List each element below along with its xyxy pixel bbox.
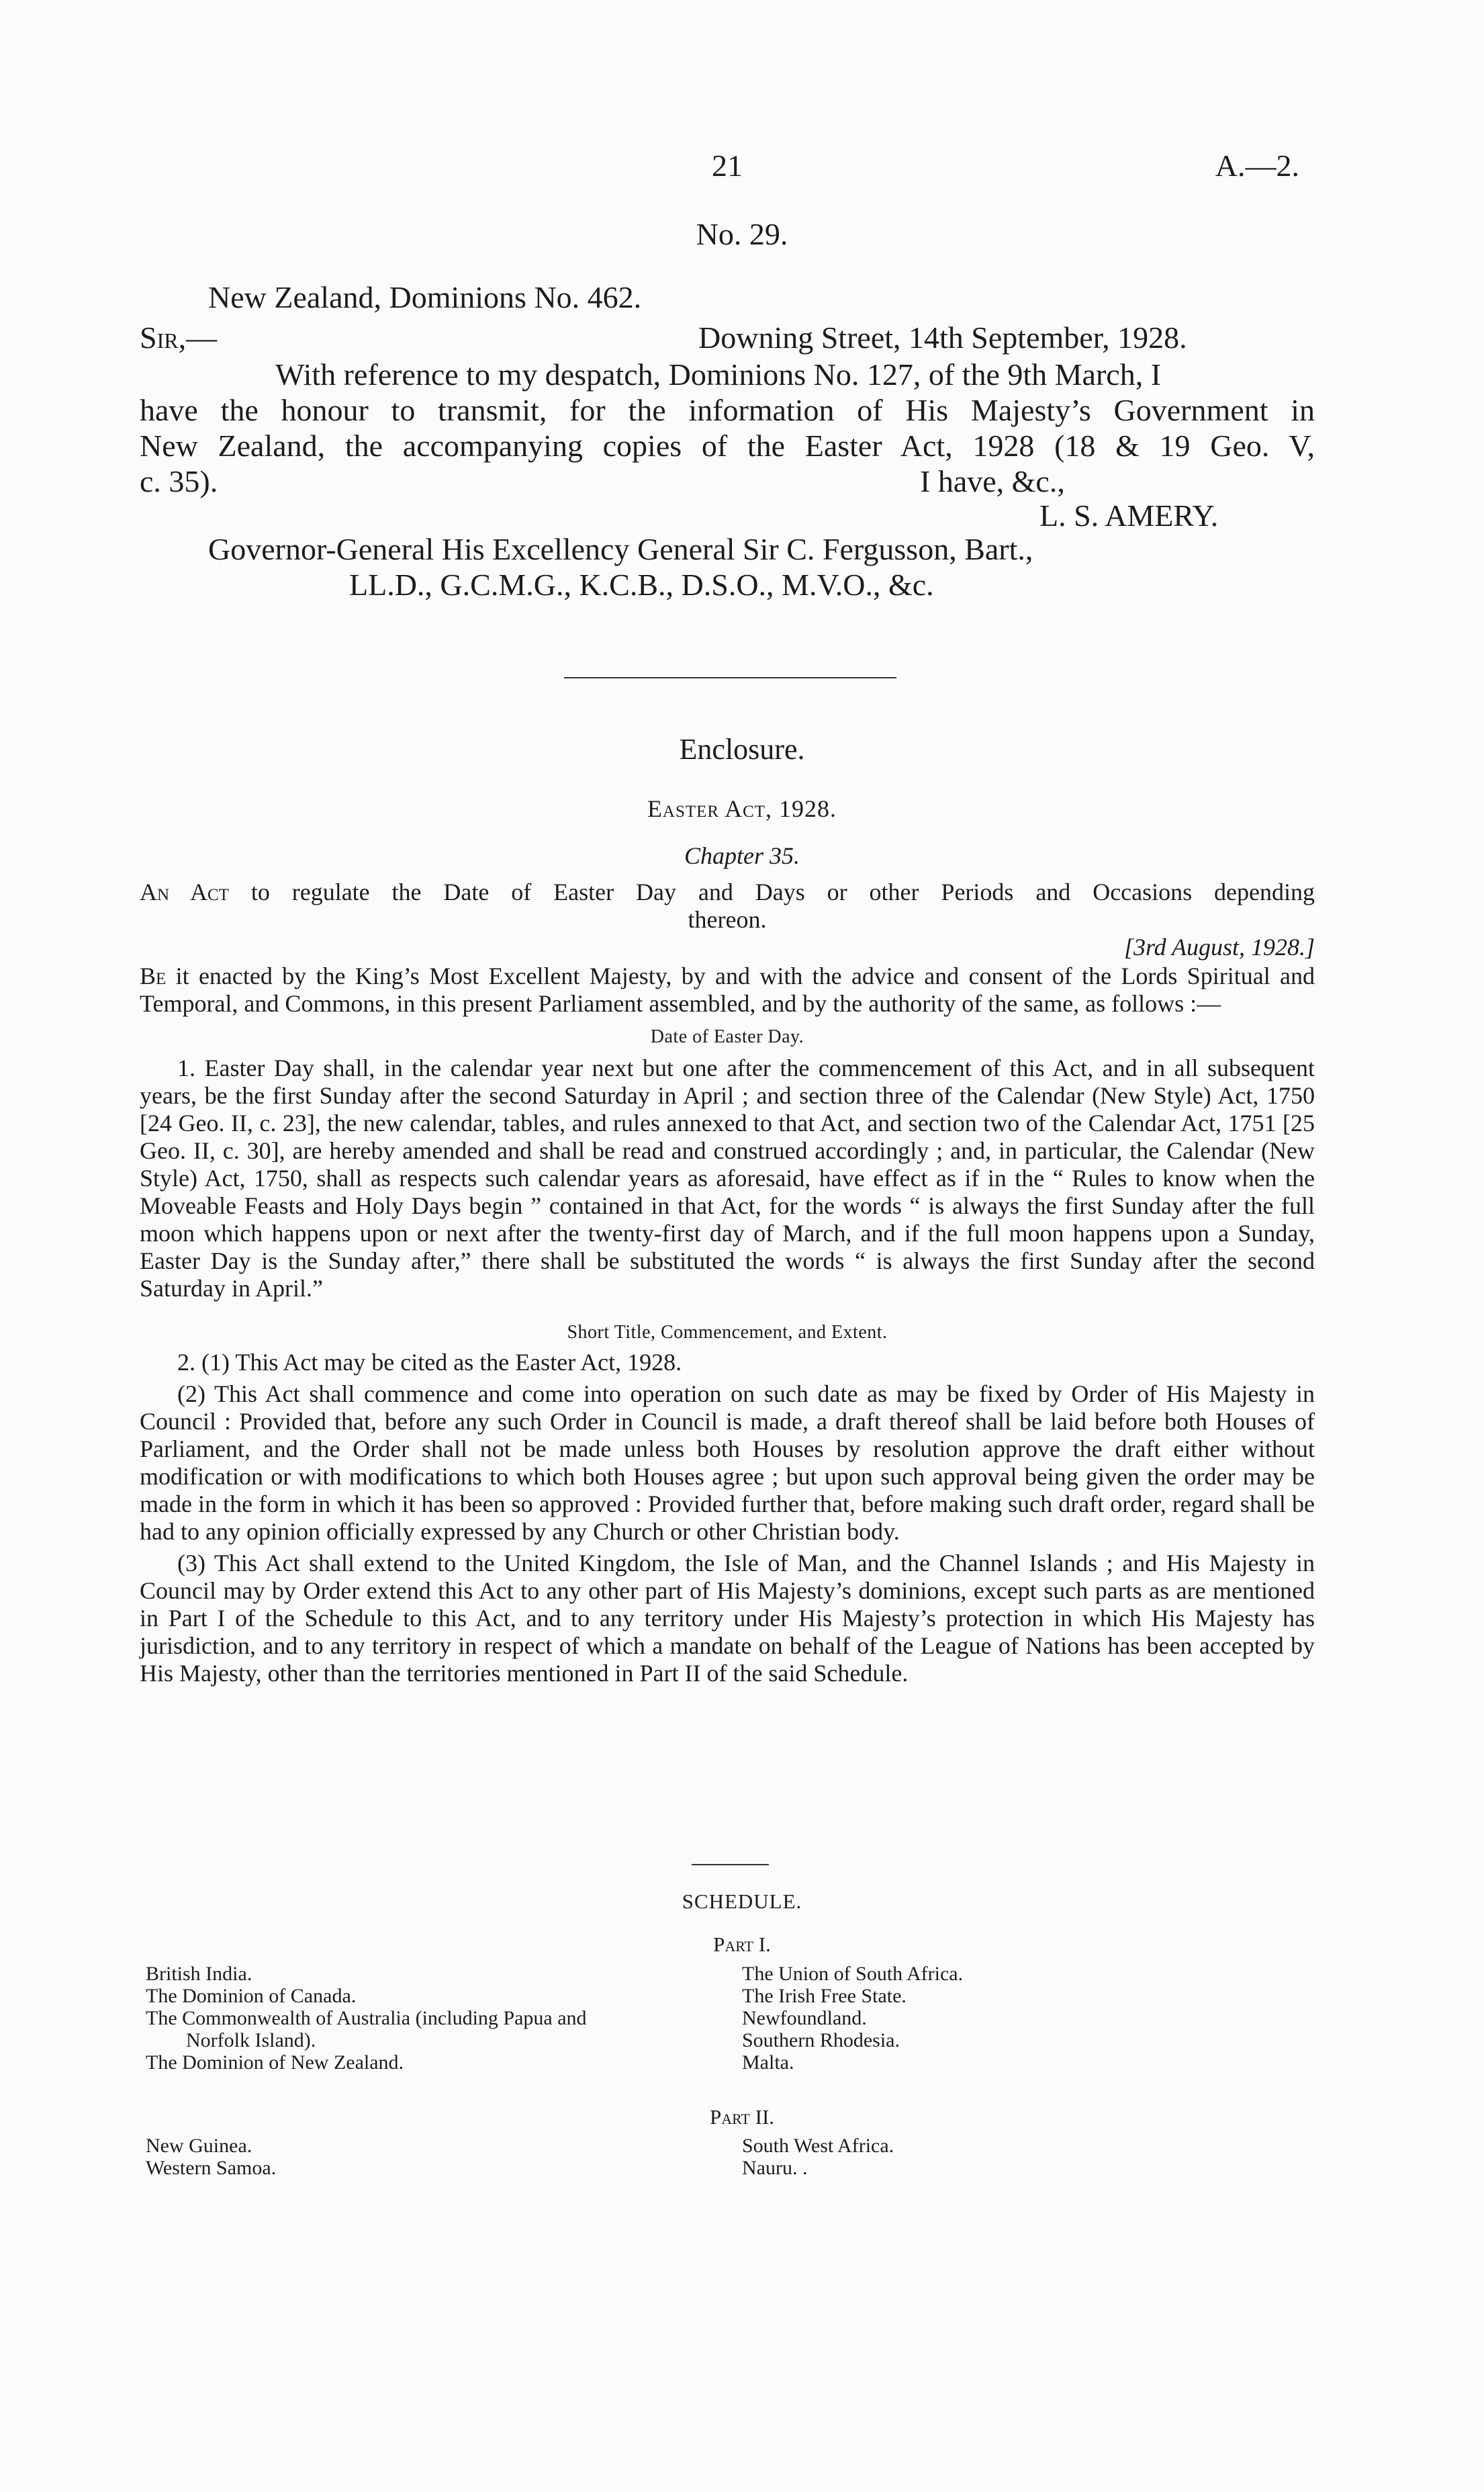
list-item: Newfoundland. xyxy=(742,2007,867,2029)
list-item: Malta. xyxy=(742,2051,794,2074)
list-item: Nauru. . xyxy=(742,2157,808,2179)
list-item: Southern Rhodesia. xyxy=(742,2029,900,2051)
schedule-part-2-heading: Part II. xyxy=(709,2105,775,2129)
closing: I have, &c., xyxy=(920,464,1065,498)
despatch-line-3: New Zealand, the accompanying copies of the Easter Act, 1928 (18 & 19 Geo. V, xyxy=(140,429,1315,463)
part-1-right-list xyxy=(742,1963,963,2074)
part-1-left-list xyxy=(146,1963,587,2074)
section-1-text: 1. Easter Day shall, in the calendar year next but one after the commencement of this Act, and in all subsequent years, be the first Sunday after the second Saturday in April ; and section three of the Calendar (New Style) Act, 1750 [24 Geo. II, c. 23], the new calendar, tables, and rules annexed to that Act, and section two of the Calendar Act, 1751 [25 Geo. II, c. 30], are hereby amended and shall be read and construed accordingly ; and, in particular, the Calendar (New Style) Act, 1750, shall as respects such calendar years as aforesaid, have effect as if in the “ Rules to know when the Moveable Feasts and Holy Days begin ” contained in that Act, for the words “ is always the first Sunday after the full moon which happens upon or next after the twenty-first day of March, and if the full moon happens upon a Sunday, Easter Day is the Sunday after,” there shall be substituted the words “ is always the first Sunday after the second Saturday in April.” xyxy=(140,1055,1315,1302)
addressee-line-1: Governor-General His Excellency General Sir C. Fergusson, Bart., xyxy=(208,532,1033,566)
list-item: The Commonwealth of Australia (including Papua and xyxy=(146,2007,587,2029)
list-item: South West Africa. xyxy=(742,2135,894,2157)
long-title xyxy=(140,879,1315,961)
section-2-subsection-3: (3) This Act shall extend to the United Kingdom, the Isle of Man, and the Channel Islands ; and His Majesty in Council may by Order extend this Act to any other part of His Majesty’s dominions, except such parts as are mentioned in Part I of the Schedule to this Act, and to any territory under His Majesty’s protection in which His Majesty has jurisdiction, and to any territory in respect of which a mandate on behalf of the League of Nations has been accepted by His Majesty, other than the territories mentioned in Part II of the said Schedule. xyxy=(140,1550,1315,1687)
enacting-lead: Be xyxy=(140,963,167,989)
schedule-part-1-heading: Part I. xyxy=(713,1932,771,1956)
list-item: The Dominion of Canada. xyxy=(146,1985,357,2007)
section-2-subsection-2: (2) This Act shall commence and come into operation on such date as may be fixed by Order of His Majesty in Council : Provided that, before any such Order in Council is made, a draft thereof shall be laid before both Houses of Parliament, and the Order shall not be made unless both Houses by resolution approve the draft either without modification or with modifications to which both Houses agree ; but upon such approval being given the order may be made in the form in which it has been so approved : Provided further that, before making such draft order, regard shall be had to any opinion officially expressed by any Church or other Christian body. xyxy=(140,1380,1315,1545)
chapter-number: Chapter 35. xyxy=(684,842,800,869)
salutation: Sir,— xyxy=(140,320,218,355)
act-title: Easter Act, 1928. xyxy=(647,795,837,822)
long-title-line-1: to regulate the Date of Easter Day and Days or other Periods and Occasions depending xyxy=(250,879,1315,905)
schedule-heading: SCHEDULE. xyxy=(682,1889,802,1913)
long-title-lead: An Act xyxy=(140,879,229,905)
list-item: Norfolk Island). xyxy=(186,2029,316,2051)
list-item: The Union of South Africa. xyxy=(742,1963,964,1985)
enclosure-heading: Enclosure. xyxy=(679,733,805,766)
act-body xyxy=(140,963,1315,1687)
despatch-line-2: have the honour to transmit, for the information of His Majesty’s Government in xyxy=(140,393,1315,427)
signature: L. S. AMERY. xyxy=(1039,498,1219,533)
addressee-line-2: LL.D., G.C.M.G., K.C.B., D.S.O., M.V.O., &c. xyxy=(349,568,934,602)
section-2-subsection-1: 2. (1) This Act may be cited as the Easter Act, 1928. xyxy=(177,1349,682,1376)
despatch-line-4: c. 35). xyxy=(140,464,218,498)
section-1-heading: Date of Easter Day. xyxy=(650,1026,804,1047)
despatch-number: No. 29. xyxy=(696,217,788,251)
part-2-left-list xyxy=(146,2135,276,2179)
list-item: The Irish Free State. xyxy=(742,1985,907,2007)
section-2-heading: Short Title, Commencement, and Extent. xyxy=(567,1322,888,1343)
page-number: 21 xyxy=(712,148,743,183)
list-item: The Dominion of New Zealand. xyxy=(146,2051,404,2074)
part-2-right-list xyxy=(742,2135,894,2179)
address-date: Downing Street, 14th September, 1928. xyxy=(698,320,1187,355)
paper-reference: A.—2. xyxy=(1215,148,1299,183)
dominions-reference: New Zealand, Dominions No. 462. xyxy=(208,280,642,314)
long-title-line-2: thereon. xyxy=(688,906,767,933)
list-item: British India. xyxy=(146,1963,252,1985)
assent-date: [3rd August, 1928.] xyxy=(1123,934,1315,961)
enacting-formula: it enacted by the King’s Most Excellent Majesty, by and with the advice and consent of the Lords Spiritual and Temporal, and Commons, in this present Parliament assembled, and by the authority of the same, as follows :— xyxy=(140,963,1315,1017)
despatch-line-1: With reference to my despatch, Dominions No. 127, of the 9th March, I xyxy=(275,357,1162,392)
schedule-divider xyxy=(692,1864,769,1865)
list-item: New Guinea. xyxy=(146,2135,252,2157)
section-divider xyxy=(564,677,896,678)
list-item: Western Samoa. xyxy=(146,2157,277,2179)
